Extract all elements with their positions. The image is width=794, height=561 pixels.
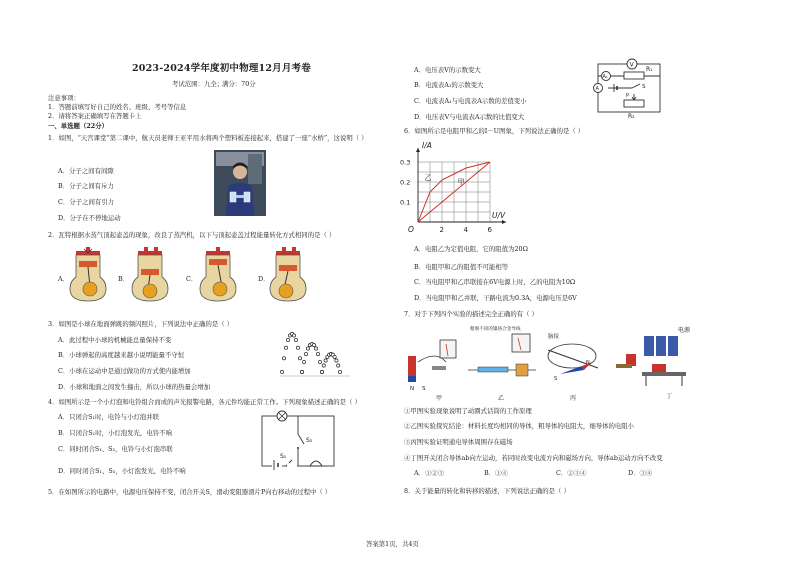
ball-image: [306, 347, 309, 350]
option: C．电流表A₁与电流表A示数的差值变小: [414, 97, 527, 105]
option: B．电阻甲和乙的阻值不可能相等: [414, 263, 509, 271]
needle-n-label: N: [586, 360, 590, 366]
y-axis-arrow: [416, 148, 420, 152]
ball-image: [322, 364, 325, 367]
ball-image: [294, 339, 297, 342]
option: B．分子之间有斥力: [58, 182, 114, 190]
series-label-jia: 甲: [457, 178, 465, 186]
y-tick-label: 0.2: [400, 178, 411, 187]
exp-jia-label: 甲: [436, 395, 443, 402]
statement: ④丁图开关闭合导体ab向左运动，若同时改变电流方向和磁场方向，导体ab运动方向不改变: [404, 454, 663, 462]
option: A．①②③: [414, 469, 445, 477]
alarm-circuit: [258, 408, 338, 470]
switch-s1-label: S₁: [280, 453, 287, 460]
ammeter-a1-label: A₁: [602, 74, 608, 80]
engine-label: A．: [58, 275, 70, 283]
engine-stroke-d: [266, 247, 310, 303]
option: C．②③④: [556, 469, 587, 477]
engine-label: C．: [186, 275, 198, 283]
option: D．同时闭合S₁、S₂，小灯泡发光，电铃不响: [58, 467, 186, 475]
x-tick-label: 4: [463, 226, 468, 234]
exp-yi-label: 乙: [498, 395, 505, 402]
exam-scope: 考试范围：九全；: [172, 80, 224, 88]
ball-image: [280, 370, 283, 373]
section-heading: 一、单选题（22分）: [48, 122, 109, 130]
bouncing-ball-photo: [280, 330, 350, 386]
switch-s2-label: S₂: [306, 437, 313, 444]
ball-image: [304, 353, 307, 356]
option: C．同时闭合S₁、S₂，电铃与小灯泡串联: [58, 445, 173, 453]
question-stem: 1．如图，“天宫课堂”第二课中，航天员老师王亚平用水将两个塑料板连接起来，搭建了一座“水桥”，这说明（ ）: [48, 134, 368, 142]
ball-image: [298, 357, 301, 360]
exp-wire-caption: 粗细不同的镍铬合金导线: [470, 327, 521, 332]
needle-s-label: S: [554, 376, 558, 382]
option: D．分子在不停地运动: [58, 214, 121, 222]
page-footer: 答案第1页，共4页: [366, 540, 419, 548]
voltmeter-label: V: [629, 61, 634, 69]
note-item: 1．答题前填写好自己的姓名、班级、考号等信息: [48, 103, 187, 111]
engine-stroke-b: [128, 247, 172, 303]
question-stem: 8．关于能量的转化和转移的描述，下列说法正确的是（ ）: [404, 487, 570, 495]
r2-label: R₂: [628, 113, 635, 120]
question-stem: 7．对于下列四个实验的描述完全正确的有（ ）: [404, 310, 538, 318]
notes-heading: 注意事项：: [48, 94, 80, 102]
option: C．分子之间有引力: [58, 198, 115, 206]
question-stem: 6．如图所示是电阻甲和乙的I－U图象，下列说法正确的是（ ）: [404, 127, 585, 135]
exp-n-label: N: [410, 386, 415, 392]
series-label-yi: 乙: [424, 174, 432, 182]
slider-p-label: P: [626, 93, 630, 99]
option: D．当电阻甲和乙并联，干路电流为0.3A，电源电压是6V: [414, 294, 577, 302]
origin-label: O: [408, 225, 414, 234]
y-axis-label: I/A: [422, 141, 432, 150]
question-stem: 5．在如图所示的电路中，电源电压保持不变，闭合开关S，滑动变阻器滑片P向右移动的过程中（ ）: [48, 488, 332, 496]
y-tick-label: 0.3: [400, 158, 411, 167]
option: A．只闭合S₁时，电铃与小灯泡并联: [58, 413, 160, 421]
exam-title: 2023-2024学年度初中物理12月月考卷: [132, 63, 311, 74]
option: B．只闭合S₁时，小灯泡发光，电铃不响: [58, 429, 172, 437]
x-axis-arrow: [502, 220, 506, 224]
ball-image: [286, 339, 289, 342]
engine-label: B．: [118, 275, 130, 283]
full-score: 满分：70分: [222, 80, 256, 88]
switch-s-label: S: [642, 84, 646, 90]
statement: ①甲图实验现象说明了动圈式话筒的工作原理: [404, 407, 532, 415]
ball-image: [302, 360, 305, 363]
x-tick-label: 2: [439, 226, 444, 234]
exp-ding-label: 丁: [666, 393, 673, 400]
iu-graph: [398, 138, 518, 242]
ball-image: [337, 364, 340, 367]
r1-label: R₁: [646, 66, 653, 73]
ball-image: [333, 355, 336, 358]
ball-image: [335, 359, 338, 362]
option: B．①④: [484, 469, 508, 477]
ball-image: [296, 346, 299, 349]
ball-image: [292, 334, 295, 337]
engine-label: D．: [258, 275, 270, 283]
option: A．此过程中小球的机械能总量保持不变: [58, 336, 172, 344]
question-stem: 3．如图是小球在地面弹跳的频闪照片，下列说法中正确的是（ ）: [48, 320, 234, 328]
option: D．③④: [628, 469, 653, 477]
ball-image: [300, 370, 303, 373]
option: A．电阻乙为定值电阻，它的阻值为20Ω: [414, 245, 528, 253]
option: D．电压表V与电流表A示数的比值变大: [414, 113, 525, 121]
ball-image: [338, 370, 341, 373]
ball-image: [284, 346, 287, 349]
exp-s-label: S: [422, 386, 426, 392]
option: B．电流表A₁的示数变大: [414, 81, 484, 89]
exp-tiaoqi-label: 脑接: [548, 334, 560, 340]
y-tick-label: 0.1: [400, 198, 411, 207]
x-tick-label: 6: [487, 226, 492, 234]
option: A．分子之间有间隙: [58, 167, 114, 175]
engine-stroke-c: [196, 247, 240, 303]
question-stem: 2．瓦特根据水蒸气顶起壶盖的现象，改良了蒸汽机，以下与顶起壶盖过程能量转化方式相同的是（ ）: [48, 231, 336, 239]
water-bridge-photo: [214, 150, 266, 216]
statement: ②乙图实验探究结论：材料长度均相同的导体，粗导体的电阻大，细导体的电阻小: [404, 422, 635, 430]
ball-image: [312, 344, 315, 347]
option: B．小球弹起的高度越来越小说明能量不守恒: [58, 351, 185, 359]
ball-image: [314, 347, 317, 350]
statement: ③丙图实验证明通电导体周围存在磁场: [404, 438, 513, 446]
ball-image: [316, 353, 319, 356]
option: C．小球在运动中是通过做功的方式使内能增加: [58, 367, 191, 375]
question-stem: 4．如图所示是一个小灯泡和电铃组合而成的声光报警电路，各元件均能正常工作。下列现象描述正确的是（ ）: [48, 398, 361, 406]
ammeter-a-label: A: [595, 86, 599, 92]
four-experiments-figure: [402, 322, 700, 404]
ball-image: [324, 359, 327, 362]
ball-image: [318, 360, 321, 363]
x-axis-label: U/V: [492, 211, 506, 220]
option: D．小球和地面之间发生撞击，所以小球的热量会增加: [58, 383, 211, 391]
exp-power-label: 电源: [678, 327, 691, 334]
ball-image: [282, 357, 285, 360]
option: A．电压表V的示数变大: [414, 66, 481, 74]
exp-bing-label: 丙: [570, 395, 577, 402]
note-item: 2．请将答案正确填写在答题卡上: [48, 112, 142, 120]
engine-stroke-a: [66, 247, 110, 303]
ball-image: [320, 370, 323, 373]
q5-circuit: [592, 56, 666, 122]
option: C．当电阻甲和乙串联接在6V电源上时，乙的电阻为10Ω: [414, 278, 576, 286]
